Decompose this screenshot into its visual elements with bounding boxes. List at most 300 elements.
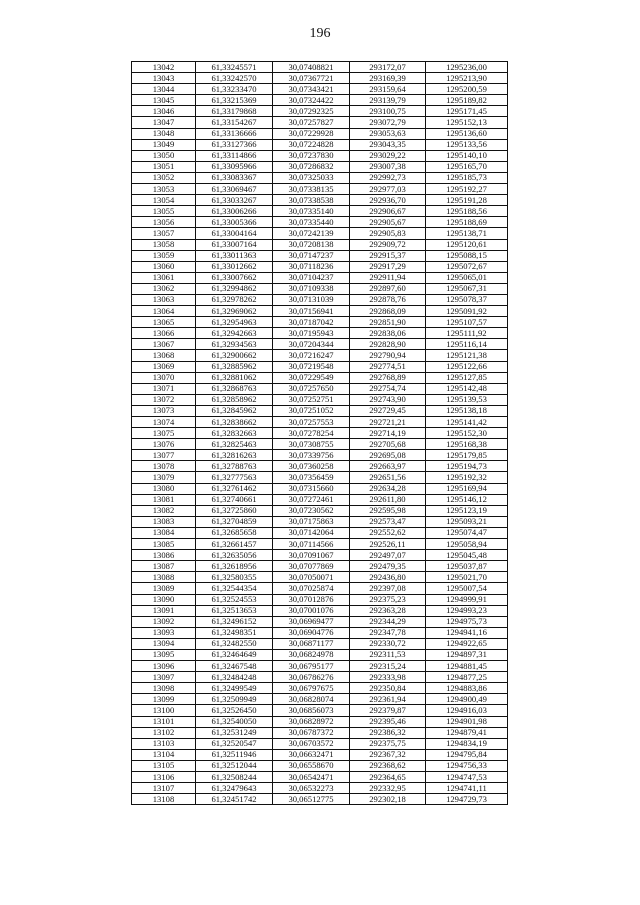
- point-number-cell: 13057: [132, 228, 196, 239]
- latitude-cell: 61,32885962: [196, 361, 273, 372]
- point-number-cell: 13062: [132, 283, 196, 294]
- x-coordinate-cell: 293139,79: [350, 95, 426, 106]
- longitude-cell: 30,07257650: [273, 383, 350, 394]
- table-row: [132, 73, 508, 84]
- latitude-cell: 61,32508244: [196, 772, 273, 783]
- longitude-cell: 30,07324422: [273, 95, 350, 106]
- y-coordinate-cell: 1295165,70: [426, 161, 508, 172]
- table-row: [132, 317, 508, 328]
- y-coordinate-cell: 1294834,19: [426, 738, 508, 749]
- table-row: [132, 150, 508, 161]
- x-coordinate-cell: 292714,19: [350, 428, 426, 439]
- y-coordinate-cell: 1295139,53: [426, 394, 508, 405]
- point-number-cell: 13049: [132, 139, 196, 150]
- y-coordinate-cell: 1294795,84: [426, 749, 508, 760]
- y-coordinate-cell: 1295141,42: [426, 417, 508, 428]
- latitude-cell: 61,33242570: [196, 73, 273, 84]
- y-coordinate-cell: 1295213,90: [426, 73, 508, 84]
- point-number-cell: 13044: [132, 84, 196, 95]
- x-coordinate-cell: 292332,95: [350, 783, 426, 794]
- longitude-cell: 30,07257553: [273, 417, 350, 428]
- point-number-cell: 13058: [132, 239, 196, 250]
- x-coordinate-cell: 292754,74: [350, 383, 426, 394]
- point-number-cell: 13066: [132, 328, 196, 339]
- point-number-cell: 13086: [132, 550, 196, 561]
- y-coordinate-cell: 1295138,71: [426, 228, 508, 239]
- point-number-cell: 13070: [132, 372, 196, 383]
- point-number-cell: 13090: [132, 594, 196, 605]
- y-coordinate-cell: 1295200,59: [426, 84, 508, 95]
- longitude-cell: 30,07335140: [273, 206, 350, 217]
- x-coordinate-cell: 292375,23: [350, 594, 426, 605]
- x-coordinate-cell: 292395,46: [350, 716, 426, 727]
- point-number-cell: 13079: [132, 472, 196, 483]
- point-number-cell: 13108: [132, 794, 196, 805]
- longitude-cell: 30,07091067: [273, 550, 350, 561]
- latitude-cell: 61,32845962: [196, 405, 273, 416]
- x-coordinate-cell: 292868,09: [350, 306, 426, 317]
- longitude-cell: 30,06904776: [273, 627, 350, 638]
- table-row: [132, 494, 508, 505]
- latitude-cell: 61,32777563: [196, 472, 273, 483]
- point-number-cell: 13063: [132, 294, 196, 305]
- y-coordinate-cell: 1295171,45: [426, 106, 508, 117]
- point-number-cell: 13092: [132, 616, 196, 627]
- x-coordinate-cell: 292397,08: [350, 583, 426, 594]
- table-row: [132, 417, 508, 428]
- latitude-cell: 61,32531249: [196, 727, 273, 738]
- y-coordinate-cell: 1295127,85: [426, 372, 508, 383]
- point-number-cell: 13101: [132, 716, 196, 727]
- longitude-cell: 30,06797675: [273, 683, 350, 694]
- longitude-cell: 30,07025874: [273, 583, 350, 594]
- y-coordinate-cell: 1294883,86: [426, 683, 508, 694]
- latitude-cell: 61,32496152: [196, 616, 273, 627]
- longitude-cell: 30,06703572: [273, 738, 350, 749]
- longitude-cell: 30,07286832: [273, 161, 350, 172]
- x-coordinate-cell: 292790,94: [350, 350, 426, 361]
- table-row: [132, 772, 508, 783]
- table-row: [132, 383, 508, 394]
- point-number-cell: 13078: [132, 461, 196, 472]
- y-coordinate-cell: 1295140,10: [426, 150, 508, 161]
- y-coordinate-cell: 1295194,73: [426, 461, 508, 472]
- point-number-cell: 13043: [132, 73, 196, 84]
- y-coordinate-cell: 1295021,70: [426, 572, 508, 583]
- point-number-cell: 13056: [132, 217, 196, 228]
- table-row: [132, 483, 508, 494]
- y-coordinate-cell: 1295116,14: [426, 339, 508, 350]
- longitude-cell: 30,06786276: [273, 672, 350, 683]
- latitude-cell: 61,33069467: [196, 184, 273, 195]
- table-row: [132, 306, 508, 317]
- latitude-cell: 61,33011363: [196, 250, 273, 261]
- table-row: [132, 394, 508, 405]
- table-row: [132, 505, 508, 516]
- longitude-cell: 30,07356459: [273, 472, 350, 483]
- point-number-cell: 13081: [132, 494, 196, 505]
- longitude-cell: 30,06824978: [273, 649, 350, 660]
- longitude-cell: 30,07187042: [273, 317, 350, 328]
- latitude-cell: 61,32467548: [196, 661, 273, 672]
- y-coordinate-cell: 1294741,11: [426, 783, 508, 794]
- point-number-cell: 13093: [132, 627, 196, 638]
- longitude-cell: 30,07229549: [273, 372, 350, 383]
- x-coordinate-cell: 292917,29: [350, 261, 426, 272]
- y-coordinate-cell: 1294756,33: [426, 760, 508, 771]
- y-coordinate-cell: 1295192,27: [426, 184, 508, 195]
- point-number-cell: 13074: [132, 417, 196, 428]
- longitude-cell: 30,06542471: [273, 772, 350, 783]
- y-coordinate-cell: 1294916,03: [426, 705, 508, 716]
- y-coordinate-cell: 1295152,13: [426, 117, 508, 128]
- latitude-cell: 61,32479643: [196, 783, 273, 794]
- point-number-cell: 13080: [132, 483, 196, 494]
- x-coordinate-cell: 292497,07: [350, 550, 426, 561]
- y-coordinate-cell: 1295065,01: [426, 272, 508, 283]
- point-number-cell: 13076: [132, 439, 196, 450]
- table-row: [132, 783, 508, 794]
- point-number-cell: 13084: [132, 527, 196, 538]
- x-coordinate-cell: 292302,18: [350, 794, 426, 805]
- x-coordinate-cell: 292315,24: [350, 661, 426, 672]
- point-number-cell: 13089: [132, 583, 196, 594]
- y-coordinate-cell: 1295185,73: [426, 172, 508, 183]
- latitude-cell: 61,32725860: [196, 505, 273, 516]
- x-coordinate-cell: 292363,28: [350, 605, 426, 616]
- y-coordinate-cell: 1294901,98: [426, 716, 508, 727]
- longitude-cell: 30,06632471: [273, 749, 350, 760]
- x-coordinate-cell: 293172,07: [350, 62, 426, 73]
- y-coordinate-cell: 1295088,15: [426, 250, 508, 261]
- point-number-cell: 13068: [132, 350, 196, 361]
- x-coordinate-cell: 292651,56: [350, 472, 426, 483]
- y-coordinate-cell: 1295168,38: [426, 439, 508, 450]
- y-coordinate-cell: 1295188,69: [426, 217, 508, 228]
- table-row: [132, 117, 508, 128]
- table-row: [132, 161, 508, 172]
- y-coordinate-cell: 1295058,94: [426, 539, 508, 550]
- point-number-cell: 13045: [132, 95, 196, 106]
- table-row: [132, 749, 508, 760]
- longitude-cell: 30,07315660: [273, 483, 350, 494]
- table-row: [132, 527, 508, 538]
- point-number-cell: 13064: [132, 306, 196, 317]
- y-coordinate-cell: 1294881,45: [426, 661, 508, 672]
- longitude-cell: 30,06512775: [273, 794, 350, 805]
- longitude-cell: 30,07012876: [273, 594, 350, 605]
- table-row: [132, 62, 508, 73]
- table-row: [132, 594, 508, 605]
- longitude-cell: 30,07408821: [273, 62, 350, 73]
- point-number-cell: 13083: [132, 516, 196, 527]
- longitude-cell: 30,07156941: [273, 306, 350, 317]
- latitude-cell: 61,32544354: [196, 583, 273, 594]
- table-row: [132, 272, 508, 283]
- x-coordinate-cell: 293043,35: [350, 139, 426, 150]
- table-row: [132, 738, 508, 749]
- point-number-cell: 13088: [132, 572, 196, 583]
- latitude-cell: 61,33114866: [196, 150, 273, 161]
- y-coordinate-cell: 1295091,92: [426, 306, 508, 317]
- point-number-cell: 13048: [132, 128, 196, 139]
- table-row: [132, 328, 508, 339]
- x-coordinate-cell: 292936,70: [350, 195, 426, 206]
- table-row: [132, 572, 508, 583]
- y-coordinate-cell: 1295188,56: [426, 206, 508, 217]
- longitude-cell: 30,06787372: [273, 727, 350, 738]
- point-number-cell: 13085: [132, 539, 196, 550]
- y-coordinate-cell: 1295072,67: [426, 261, 508, 272]
- latitude-cell: 61,33006266: [196, 206, 273, 217]
- longitude-cell: 30,07325033: [273, 172, 350, 183]
- longitude-cell: 30,07308755: [273, 439, 350, 450]
- table-row: [132, 627, 508, 638]
- latitude-cell: 61,32832663: [196, 428, 273, 439]
- longitude-cell: 30,07077869: [273, 561, 350, 572]
- x-coordinate-cell: 292905,83: [350, 228, 426, 239]
- longitude-cell: 30,07229928: [273, 128, 350, 139]
- table-row: [132, 128, 508, 139]
- latitude-cell: 61,32484248: [196, 672, 273, 683]
- point-number-cell: 13060: [132, 261, 196, 272]
- point-number-cell: 13107: [132, 783, 196, 794]
- point-number-cell: 13091: [132, 605, 196, 616]
- x-coordinate-cell: 292526,11: [350, 539, 426, 550]
- table-row: [132, 405, 508, 416]
- longitude-cell: 30,06828972: [273, 716, 350, 727]
- latitude-cell: 61,32954963: [196, 317, 273, 328]
- latitude-cell: 61,33245571: [196, 62, 273, 73]
- x-coordinate-cell: 292595,98: [350, 505, 426, 516]
- x-coordinate-cell: 292333,98: [350, 672, 426, 683]
- y-coordinate-cell: 1294897,31: [426, 649, 508, 660]
- latitude-cell: 61,33012662: [196, 261, 273, 272]
- longitude-cell: 30,06969477: [273, 616, 350, 627]
- latitude-cell: 61,32858962: [196, 394, 273, 405]
- coordinates-table: [131, 61, 508, 805]
- y-coordinate-cell: 1295236,00: [426, 62, 508, 73]
- y-coordinate-cell: 1294941,16: [426, 627, 508, 638]
- y-coordinate-cell: 1294922,65: [426, 638, 508, 649]
- x-coordinate-cell: 292977,03: [350, 184, 426, 195]
- y-coordinate-cell: 1295146,12: [426, 494, 508, 505]
- latitude-cell: 61,32816263: [196, 450, 273, 461]
- latitude-cell: 61,32499549: [196, 683, 273, 694]
- table-row: [132, 760, 508, 771]
- point-number-cell: 13082: [132, 505, 196, 516]
- point-number-cell: 13100: [132, 705, 196, 716]
- table-row: [132, 294, 508, 305]
- y-coordinate-cell: 1295120,61: [426, 239, 508, 250]
- latitude-cell: 61,32978262: [196, 294, 273, 305]
- latitude-cell: 61,33007662: [196, 272, 273, 283]
- longitude-cell: 30,06532273: [273, 783, 350, 794]
- longitude-cell: 30,07208138: [273, 239, 350, 250]
- table-row: [132, 661, 508, 672]
- x-coordinate-cell: 293007,38: [350, 161, 426, 172]
- point-number-cell: 13098: [132, 683, 196, 694]
- latitude-cell: 61,32881062: [196, 372, 273, 383]
- table-row: [132, 172, 508, 183]
- table-row: [132, 195, 508, 206]
- longitude-cell: 30,06795177: [273, 661, 350, 672]
- table-row: [132, 95, 508, 106]
- longitude-cell: 30,07242139: [273, 228, 350, 239]
- point-number-cell: 13046: [132, 106, 196, 117]
- x-coordinate-cell: 292663,97: [350, 461, 426, 472]
- latitude-cell: 61,32942663: [196, 328, 273, 339]
- y-coordinate-cell: 1295121,38: [426, 350, 508, 361]
- longitude-cell: 30,07131039: [273, 294, 350, 305]
- table-row: [132, 428, 508, 439]
- point-number-cell: 13071: [132, 383, 196, 394]
- latitude-cell: 61,32740661: [196, 494, 273, 505]
- point-number-cell: 13097: [132, 672, 196, 683]
- y-coordinate-cell: 1294999,91: [426, 594, 508, 605]
- latitude-cell: 61,32661457: [196, 539, 273, 550]
- table-row: [132, 539, 508, 550]
- y-coordinate-cell: 1295142,48: [426, 383, 508, 394]
- longitude-cell: 30,07278254: [273, 428, 350, 439]
- y-coordinate-cell: 1295045,48: [426, 550, 508, 561]
- x-coordinate-cell: 292721,21: [350, 417, 426, 428]
- x-coordinate-cell: 292768,89: [350, 372, 426, 383]
- y-coordinate-cell: 1295074,47: [426, 527, 508, 538]
- x-coordinate-cell: 292838,06: [350, 328, 426, 339]
- x-coordinate-cell: 293072,79: [350, 117, 426, 128]
- point-number-cell: 13050: [132, 150, 196, 161]
- latitude-cell: 61,33033267: [196, 195, 273, 206]
- x-coordinate-cell: 292634,28: [350, 483, 426, 494]
- latitude-cell: 61,32934563: [196, 339, 273, 350]
- latitude-cell: 61,32825463: [196, 439, 273, 450]
- latitude-cell: 61,32451742: [196, 794, 273, 805]
- longitude-cell: 30,07147237: [273, 250, 350, 261]
- latitude-cell: 61,32635056: [196, 550, 273, 561]
- x-coordinate-cell: 292379,87: [350, 705, 426, 716]
- longitude-cell: 30,07109338: [273, 283, 350, 294]
- y-coordinate-cell: 1295136,60: [426, 128, 508, 139]
- longitude-cell: 30,07343421: [273, 84, 350, 95]
- point-number-cell: 13087: [132, 561, 196, 572]
- table-row: [132, 439, 508, 450]
- longitude-cell: 30,07360258: [273, 461, 350, 472]
- table-row: [132, 239, 508, 250]
- point-number-cell: 13059: [132, 250, 196, 261]
- point-number-cell: 13065: [132, 317, 196, 328]
- latitude-cell: 61,32524553: [196, 594, 273, 605]
- y-coordinate-cell: 1295107,57: [426, 317, 508, 328]
- table-row: [132, 472, 508, 483]
- latitude-cell: 61,33215369: [196, 95, 273, 106]
- latitude-cell: 61,33005366: [196, 217, 273, 228]
- y-coordinate-cell: 1294993,23: [426, 605, 508, 616]
- y-coordinate-cell: 1294879,41: [426, 727, 508, 738]
- point-number-cell: 13105: [132, 760, 196, 771]
- x-coordinate-cell: 292386,32: [350, 727, 426, 738]
- table-row: [132, 705, 508, 716]
- table-row: [132, 139, 508, 150]
- latitude-cell: 61,33233470: [196, 84, 273, 95]
- latitude-cell: 61,33136666: [196, 128, 273, 139]
- x-coordinate-cell: 293029,22: [350, 150, 426, 161]
- latitude-cell: 61,32498351: [196, 627, 273, 638]
- table-row: [132, 450, 508, 461]
- latitude-cell: 61,32580355: [196, 572, 273, 583]
- y-coordinate-cell: 1295138,18: [426, 405, 508, 416]
- longitude-cell: 30,06828074: [273, 694, 350, 705]
- latitude-cell: 61,32509949: [196, 694, 273, 705]
- latitude-cell: 61,33083367: [196, 172, 273, 183]
- latitude-cell: 61,32464649: [196, 649, 273, 660]
- point-number-cell: 13061: [132, 272, 196, 283]
- x-coordinate-cell: 292375,75: [350, 738, 426, 749]
- point-number-cell: 13104: [132, 749, 196, 760]
- latitude-cell: 61,32704859: [196, 516, 273, 527]
- latitude-cell: 61,32868763: [196, 383, 273, 394]
- x-coordinate-cell: 292364,65: [350, 772, 426, 783]
- latitude-cell: 61,32788763: [196, 461, 273, 472]
- x-coordinate-cell: 293169,39: [350, 73, 426, 84]
- x-coordinate-cell: 292729,45: [350, 405, 426, 416]
- x-coordinate-cell: 292344,29: [350, 616, 426, 627]
- x-coordinate-cell: 292436,80: [350, 572, 426, 583]
- table-row: [132, 350, 508, 361]
- latitude-cell: 61,32520547: [196, 738, 273, 749]
- y-coordinate-cell: 1295189,82: [426, 95, 508, 106]
- y-coordinate-cell: 1295133,56: [426, 139, 508, 150]
- coordinates-table-body: [132, 62, 508, 805]
- longitude-cell: 30,06871177: [273, 638, 350, 649]
- page-number: 196: [309, 26, 331, 41]
- latitude-cell: 61,32900662: [196, 350, 273, 361]
- x-coordinate-cell: 292774,51: [350, 361, 426, 372]
- y-coordinate-cell: 1294900,49: [426, 694, 508, 705]
- y-coordinate-cell: 1295192,32: [426, 472, 508, 483]
- longitude-cell: 30,07338135: [273, 184, 350, 195]
- longitude-cell: 30,07195943: [273, 328, 350, 339]
- table-row: [132, 649, 508, 660]
- longitude-cell: 30,07104237: [273, 272, 350, 283]
- x-coordinate-cell: 292906,67: [350, 206, 426, 217]
- x-coordinate-cell: 292311,53: [350, 649, 426, 660]
- longitude-cell: 30,07204344: [273, 339, 350, 350]
- x-coordinate-cell: 292347,78: [350, 627, 426, 638]
- y-coordinate-cell: 1295078,37: [426, 294, 508, 305]
- table-row: [132, 605, 508, 616]
- y-coordinate-cell: 1295093,21: [426, 516, 508, 527]
- x-coordinate-cell: 292361,94: [350, 694, 426, 705]
- point-number-cell: 13051: [132, 161, 196, 172]
- table-row: [132, 683, 508, 694]
- table-row: [132, 339, 508, 350]
- latitude-cell: 61,32513653: [196, 605, 273, 616]
- longitude-cell: 30,07001076: [273, 605, 350, 616]
- x-coordinate-cell: 292743,90: [350, 394, 426, 405]
- longitude-cell: 30,07142064: [273, 527, 350, 538]
- point-number-cell: 13053: [132, 184, 196, 195]
- table-row: [132, 727, 508, 738]
- point-number-cell: 13096: [132, 661, 196, 672]
- table-row: [132, 206, 508, 217]
- longitude-cell: 30,07219548: [273, 361, 350, 372]
- y-coordinate-cell: 1294729,73: [426, 794, 508, 805]
- longitude-cell: 30,07216247: [273, 350, 350, 361]
- x-coordinate-cell: 292330,72: [350, 638, 426, 649]
- table-row: [132, 461, 508, 472]
- latitude-cell: 61,33154267: [196, 117, 273, 128]
